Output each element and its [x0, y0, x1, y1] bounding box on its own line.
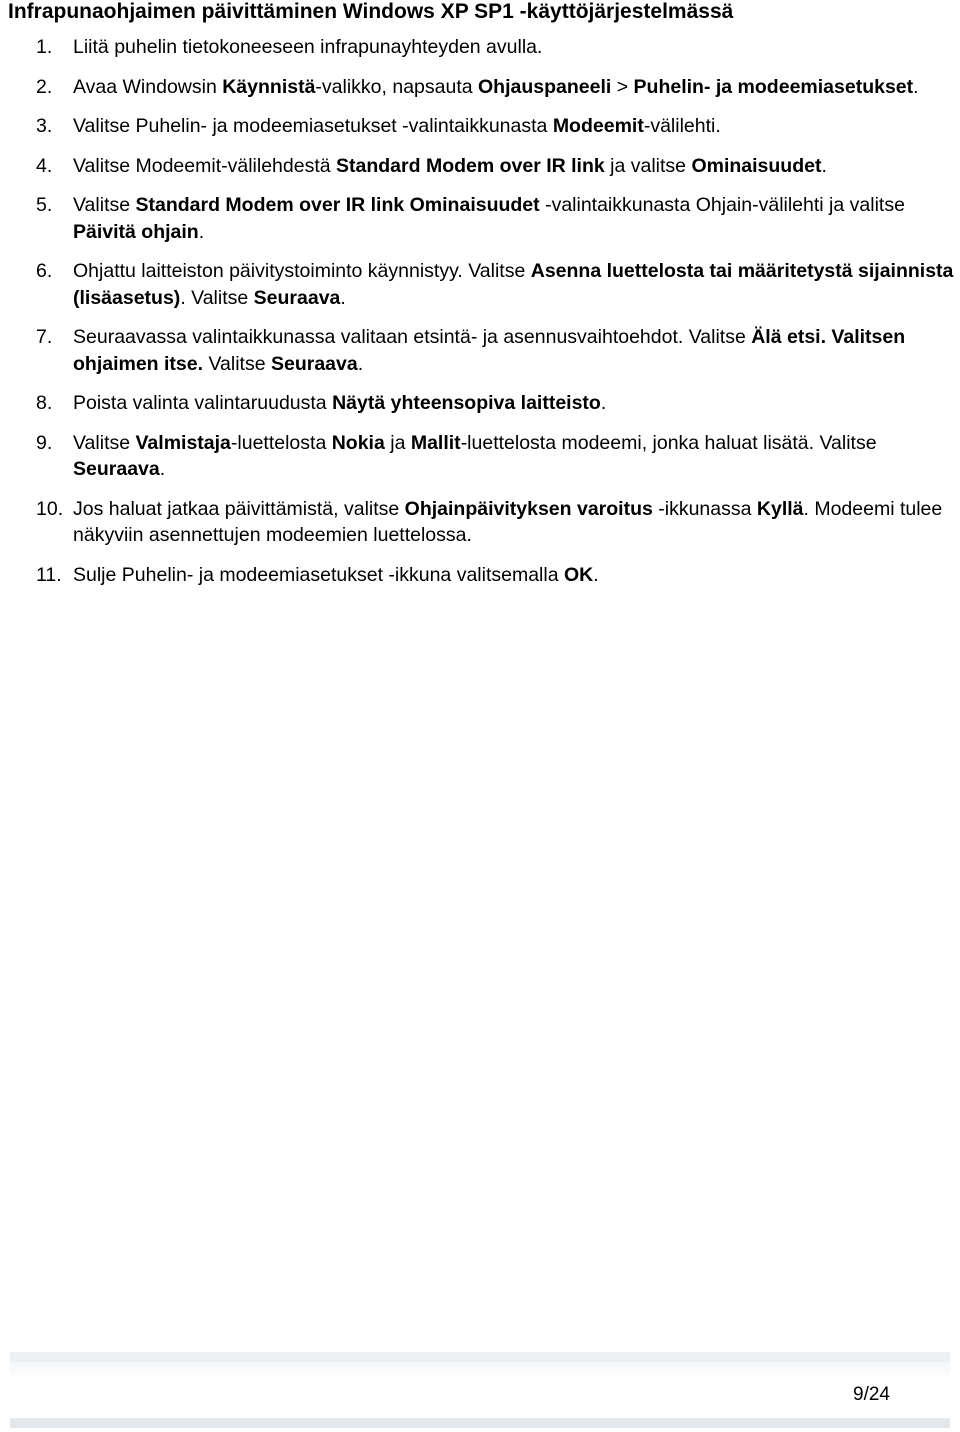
step-text-bold: Seuraava [253, 286, 341, 309]
step-text-run: Valitse [73, 194, 136, 216]
footer-band-inner [10, 1362, 950, 1418]
step-number: 10. [36, 497, 64, 520]
step-text-run: Sulje Puhelin- ja modeemiasetukset -ikkuna valitsemalla [73, 563, 564, 586]
step-text-run: Liitä puhelin tietokoneeseen infrapunayhteyden avulla. [73, 36, 543, 58]
step-text-bold: Ohjainpäivityksen varoitus [404, 497, 653, 520]
step-text [73, 392, 606, 414]
step-number: 2. [36, 75, 53, 98]
step-number: 3. [36, 115, 53, 137]
step-text [73, 194, 905, 243]
list-item [0, 324, 960, 377]
step-number: 8. [36, 392, 53, 414]
footer-band [10, 1352, 950, 1428]
step-text-run: -luettelosta modeemi, jonka haluat lisätä. Valitse [460, 431, 877, 454]
step-text-bold: Modeemit [552, 115, 644, 137]
step-number: 9. [36, 431, 53, 454]
step-text-run: -luettelosta [230, 431, 332, 454]
step-text-run: -välilehti. [643, 115, 721, 137]
step-text-run: . [357, 352, 364, 375]
step-text-bold: Standard Modem over IR link [336, 154, 605, 177]
list-item [0, 113, 960, 140]
step-text-bold: Kyllä [756, 497, 804, 520]
step-text-run: Jos haluat jatkaa päivittämistä, valitse [73, 497, 405, 520]
step-text [73, 115, 721, 137]
step-text-bold: Valmistaja [135, 431, 231, 454]
step-text [73, 36, 542, 58]
step-number: 1. [36, 36, 53, 58]
page-number: 9/24 [853, 1384, 890, 1405]
page-title: Infrapunaohjaimen päivittäminen Windows XP SP1 -käyttöjärjestelmässä [8, 0, 734, 23]
list-item [0, 153, 960, 180]
step-text-bold: Asenna luettelosta tai määritetystä sijainnista (lisäasetus) [73, 260, 954, 309]
step-text-run: ja valitse [604, 154, 692, 177]
step-text-run: . [198, 220, 205, 243]
step-text [73, 260, 953, 309]
step-text-run: Seuraavassa valintaikkunassa valitaan etsintä- ja asennusvaihtoehdot. Valitse [73, 326, 752, 348]
step-number: 6. [36, 260, 53, 282]
step-text [73, 76, 919, 98]
step-text-run: . [159, 458, 166, 480]
step-text-bold: Nokia [331, 431, 385, 454]
list-item [0, 34, 960, 61]
step-text-bold: Seuraava [270, 352, 358, 375]
step-number: 7. [36, 326, 53, 348]
step-text-bold: Ohjauspaneeli [478, 75, 612, 98]
step-text-run: Valitse Modeemit-välilehdestä [73, 154, 337, 177]
step-text-run: . Valitse [180, 286, 254, 309]
step-text-run: . [593, 563, 599, 586]
step-number: 5. [36, 194, 53, 216]
step-text-bold: Mallit [410, 431, 461, 454]
step-text-run: Avaa Windowsin [73, 75, 223, 98]
list-item [0, 192, 960, 245]
list-item [0, 496, 960, 549]
step-text [73, 564, 599, 586]
list-item [0, 430, 960, 483]
step-text-bold: OK [564, 563, 594, 586]
list-item [0, 562, 960, 589]
list-item [0, 258, 960, 311]
step-text-bold: Näytä yhteensopiva laitteisto [332, 392, 601, 414]
step-text-run: Valitse [73, 431, 136, 454]
step-text [73, 155, 827, 177]
step-text-run: -valintaikkunasta Ohjain-välilehti ja valitse [539, 194, 905, 216]
step-text [73, 498, 942, 547]
step-number: 4. [36, 154, 53, 177]
step-text-run: . [821, 154, 827, 177]
step-text-run: -valikko, napsauta [315, 75, 479, 98]
step-text-bold: Käynnistä [222, 75, 316, 98]
step-text-bold: Puhelin- ja modeemiasetukset [633, 75, 914, 98]
step-text-run: . [600, 392, 607, 414]
step-text-run: > [611, 75, 634, 98]
step-text-run: . [340, 286, 346, 309]
step-text-run: . [913, 75, 919, 98]
step-text [73, 432, 877, 481]
step-text-run: Valitse [203, 352, 271, 375]
step-number: 11. [36, 563, 62, 586]
list-item [0, 74, 960, 101]
step-text-bold: Älä etsi. Valitsen ohjaimen itse. [73, 326, 906, 375]
step-text [73, 326, 905, 375]
step-text-run: Ohjattu laitteiston päivitystoiminto käynnistyy. Valitse [73, 260, 531, 282]
step-text-run: ja [384, 431, 411, 454]
step-text-run: Valitse Puhelin- ja modeemiasetukset -valintaikkunasta [73, 115, 553, 137]
step-text-bold: Päivitä ohjain [73, 220, 199, 243]
list-item [0, 390, 960, 417]
step-text-run: -ikkunassa [652, 497, 757, 520]
instruction-steps-list [0, 34, 960, 601]
step-text-bold: Standard Modem over IR link Ominaisuudet [135, 194, 540, 216]
step-text-bold: Ominaisuudet [691, 154, 822, 177]
step-text-run: . Modeemi tulee näkyviin asennettujen modeemien luettelossa. [73, 497, 943, 546]
step-text-bold: Seuraava [73, 458, 160, 480]
step-text-run: Poista valinta valintaruudusta [73, 392, 333, 414]
